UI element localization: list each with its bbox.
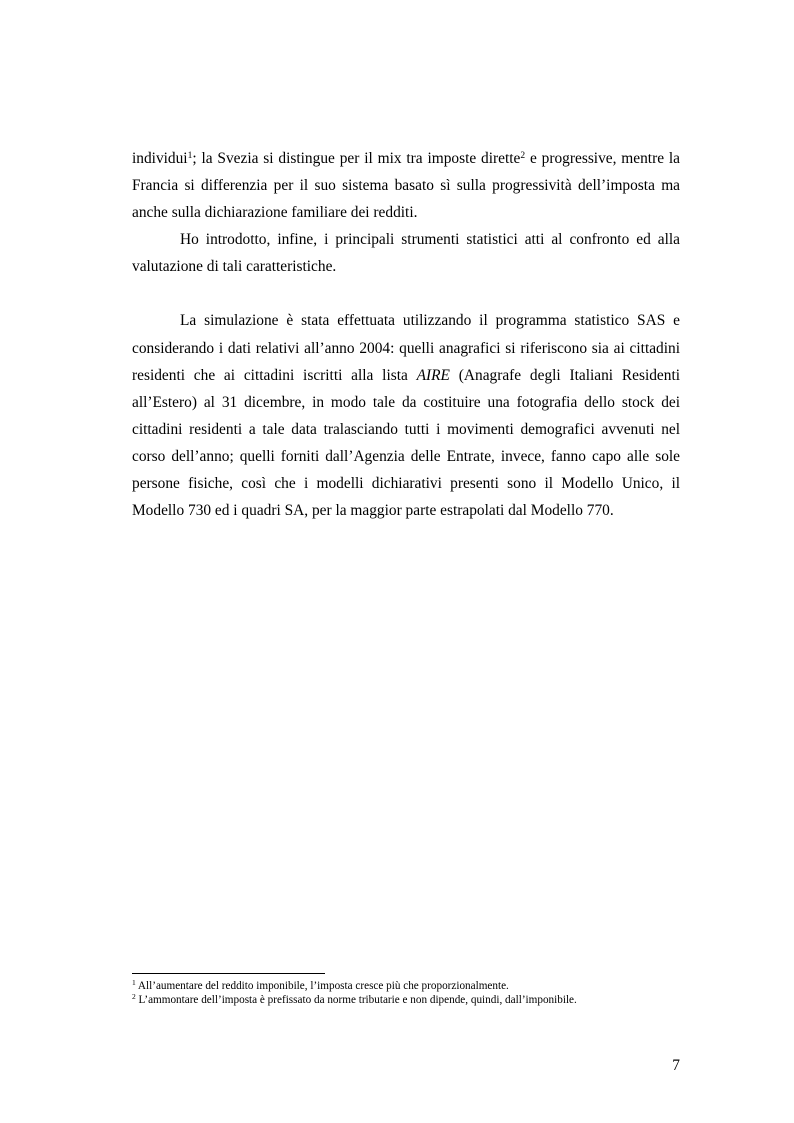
paragraph-3-text-a: La simulazione è stata effettuata utilizzando il programma statistico SAS e considerando i dati relativi all’anno 2004: quelli anagrafici si riferiscono sia ai cittadini residenti che ai cittadini iscritti alla lista — [132, 312, 680, 384]
paragraph-3 — [132, 307, 680, 524]
footnotes — [132, 980, 692, 1007]
paragraph-1-text-a: individui — [132, 150, 188, 167]
footnote-2-mark: 2 — [132, 991, 136, 1001]
paragraph-1-text-c: e progressive, mentre la Francia si differenzia per il suo sistema basato sì sulla progressività dell’imposta ma anche sulla dichiarazione familiare dei redditi. — [132, 150, 680, 222]
paragraph-2: Ho introdotto, infine, i principali strumenti statistici atti al confronto ed alla valutazione di tali caratteristiche. — [132, 231, 680, 276]
footnote-1 — [132, 980, 692, 994]
paragraph-3-text-b: (Anagrafe degli Italiani Residenti all’Estero) al 31 dicembre, in modo tale da costituire una fotografia dello stock dei cittadini residenti a tale data tralasciando tutti i movimenti demografici avvenuti nel corso dell’anno; quelli forniti dall’Agenzia delle Entrate, invece, fanno capo alle sole persone fisiche, così che i modelli dichiarativi presenti sono il Modello Unico, il Modello 730 ed i quadri SA, per la maggior parte estrapolati dal Modello 770. — [132, 366, 681, 520]
footnote-ref-2[interactable]: 2 — [520, 151, 526, 161]
paragraph-1-text-b: ; la Svezia si distingue per il mix tra imposte dirette — [192, 150, 521, 167]
footnote-1-mark: 1 — [132, 978, 136, 987]
paragraph-gap — [132, 280, 680, 307]
footnote-2-text: L’ammontare dell’imposta è prefissato da norme tributarie e non dipende, quindi, dall’imponibile. — [135, 993, 577, 1006]
aire-term: AIRE — [416, 366, 450, 384]
footnote-ref-1[interactable]: 1 — [187, 151, 193, 161]
paragraph-1 — [132, 145, 680, 226]
footnote-2 — [132, 991, 692, 1008]
body-text — [132, 145, 680, 524]
footnote-1-text: All’aumentare del reddito imponibile, l’imposta cresce più che proporzionalmente. — [135, 980, 509, 992]
footnote-separator — [132, 973, 325, 974]
page-number: 7 — [672, 1057, 680, 1074]
